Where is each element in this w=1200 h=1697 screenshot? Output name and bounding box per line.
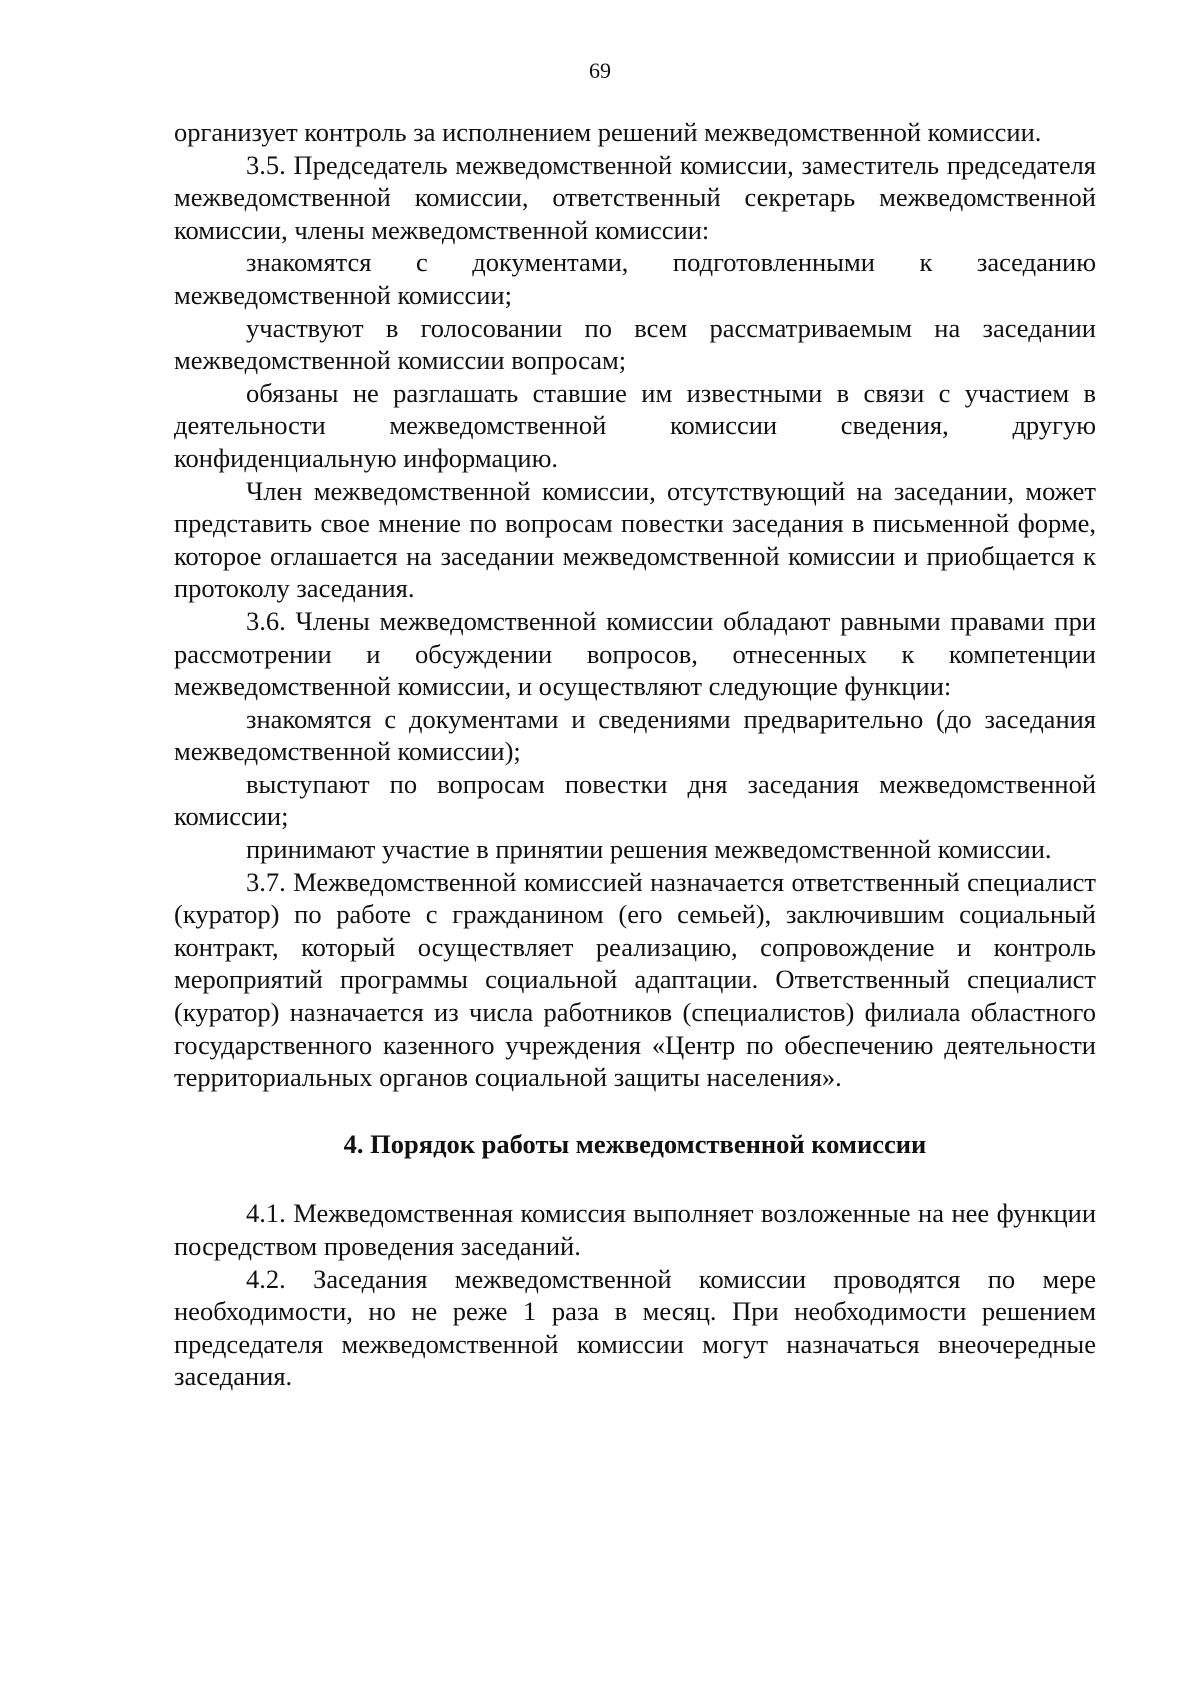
paragraph-4-1: 4.1. Межведомственная комиссия выполняет возложенные на нее функции посредством проведения заседаний. <box>174 1198 1096 1261</box>
paragraph-review-documents: знакомятся с документами, подготовленными к заседанию межведомственной комиссии; <box>174 247 1096 310</box>
paragraph-continuation: организует контроль за исполнением решений межведомственной комиссии. <box>174 117 1042 147</box>
page-number: 69 <box>589 58 611 83</box>
paragraph-decision-making: принимают участие в принятии решения межведомственной комиссии. <box>246 834 1052 865</box>
paragraph-3-6: 3.6. Члены межведомственной комиссии обладают равными правами при рассмотрении и обсуждении вопросов, отнесенных к компетенции межведомственной комиссии, и осуществляют следующие функции: <box>174 605 1096 702</box>
paragraph-3-5: 3.5. Председатель межведомственной комиссии, заместитель председателя межведомственной комиссии, ответственный секретарь межведомственной комиссии, члены межведомственной комиссии: <box>174 149 1096 245</box>
section-heading: 4. Порядок работы межведомственной комиссии <box>343 1128 927 1159</box>
paragraph-speak-agenda: выступают по вопросам повестки дня заседания межведомственной комиссии; <box>174 768 1096 832</box>
paragraph-preliminary-review: знакомятся с документами и сведениями предварительно (до заседания межведомственной комиссии); <box>174 703 1096 767</box>
paragraph-absent-member: Член межведомственной комиссии, отсутствующий на заседании, может представить свое мнение по вопросам повестки заседания в письменной форме, которое оглашается на заседании межведомственной комиссии и приобщается к протоколу заседания. <box>174 475 1096 604</box>
paragraph-voting: участвуют в голосовании по всем рассматриваемым на заседании межведомственной комиссии вопросам; <box>174 312 1096 376</box>
paragraph-confidentiality: обязаны не разглашать ставшие им известными в связи с участием в деятельности межведомственной комиссии сведения, другую конфиденциальную информацию. <box>174 377 1096 473</box>
document-body <box>174 116 1096 1393</box>
paragraph-4-2: 4.2. Заседания межведомственной комиссии проводятся по мере необходимости, но не реже 1 раза в месяц. При необходимости решением председателя межведомственной комиссии могут назначаться внеочередные заседания. <box>174 1263 1096 1392</box>
paragraph-3-7: 3.7. Межведомственной комиссией назначается ответственный специалист (куратор) по работе с гражданином (его семьей), заключившим социальный контракт, который осуществляет реализацию, сопровождение и контроль мероприятий программы социальной адаптации. Ответственный специалист (куратор) назначается из числа работников (специалистов) филиала областного государственного казенного учреждения «Центр по обеспечению деятельности территориальных органов социальной защиты населения». <box>174 866 1096 1093</box>
